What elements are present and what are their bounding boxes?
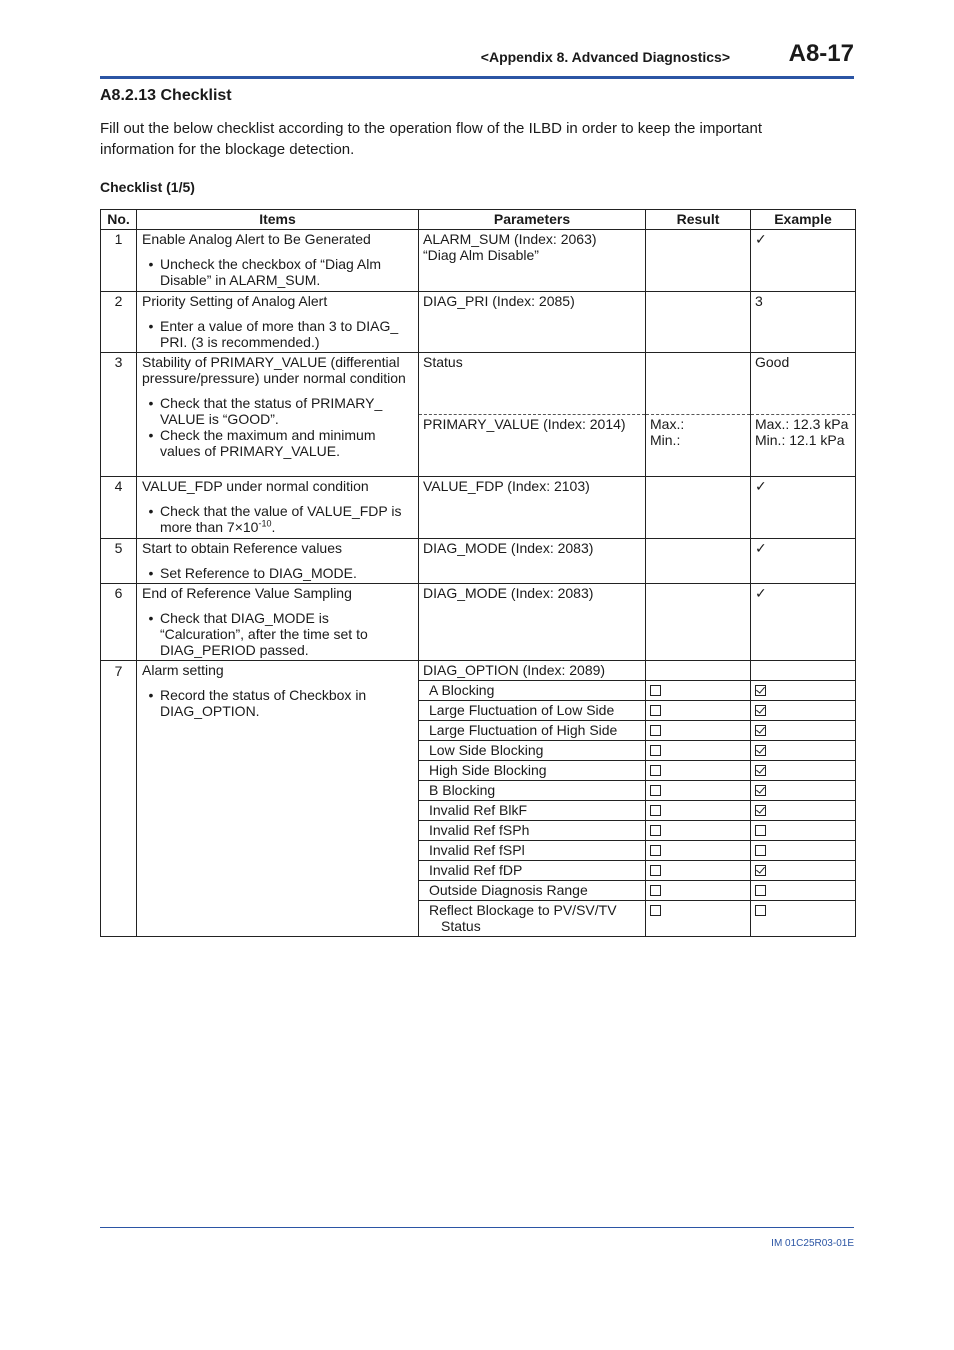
row-item [137,353,419,477]
row-number: 6 [101,584,137,661]
item-bullet: • Uncheck the checkbox of “Diag Alm Disable” in ALARM_SUM. [148,256,381,288]
page-header [100,40,854,79]
intro-paragraph: Fill out the below checklist according to the operation flow of the ILBD in order to keep the important information for the blockage detection. [100,120,763,158]
row-parameter: DIAG_MODE (Index: 2083) [419,584,646,661]
checked-checkbox-icon [755,745,766,756]
checklist-subtitle: Checklist (1/5) [100,179,195,195]
example-checkbox-cell [751,861,856,881]
checkbox-icon[interactable] [650,885,661,896]
example-checkbox-cell [751,761,856,781]
checkbox-icon[interactable] [650,905,661,916]
row-example: 3 [751,292,856,353]
checkbox-icon[interactable] [650,725,661,736]
option-label: Invalid Ref fSPl [419,841,646,861]
example-checkbox-cell [751,821,856,841]
checkbox-icon[interactable] [650,745,661,756]
item-title: VALUE_FDP under normal condition [142,478,369,494]
table-row [101,661,856,681]
result-checkbox-cell[interactable] [646,861,751,881]
example-checkbox-cell [751,801,856,821]
option-label: Outside Diagnosis Range [419,881,646,901]
option-label: A Blocking [419,681,646,701]
check-mark-icon: ✓ [755,586,767,602]
result-cell[interactable] [646,292,751,353]
row-number: 5 [101,539,137,584]
result-checkbox-cell[interactable] [646,801,751,821]
checked-checkbox-icon [755,765,766,776]
result-cell [646,661,751,681]
row-parameter: ALARM_SUM (Index: 2063) “Diag Alm Disable” [419,230,646,292]
result-checkbox-cell[interactable] [646,741,751,761]
checked-checkbox-icon [755,685,766,696]
item-bullet: • Check that the value of VALUE_FDP is more than $7\times 10^{-10}$. [148,503,402,535]
example-checkbox-cell [751,901,856,937]
row-item [137,584,419,661]
option-label: Invalid Ref fDP [419,861,646,881]
checked-checkbox-icon [755,705,766,716]
section-title: A8.2.13 Checklist [100,87,232,104]
row-example [751,477,856,539]
row-example [751,584,856,661]
row-number: 1 [101,230,137,292]
checkbox-icon[interactable] [650,825,661,836]
example-checkbox-cell [751,781,856,801]
example-checkbox-cell [751,841,856,861]
check-mark-icon: ✓ [755,232,767,248]
checkbox-icon[interactable] [650,805,661,816]
row-example [751,230,856,292]
table-row [101,353,856,415]
result-cell[interactable] [646,539,751,584]
row-example: Max.: 12.3 kPa Min.: 12.1 kPa [751,415,856,477]
document-code: IM 01C25R03-01E [771,1238,854,1249]
result-checkbox-cell[interactable] [646,881,751,901]
item-title: Enable Analog Alert to Be Generated [142,231,371,247]
checked-checkbox-icon [755,725,766,736]
checkbox-icon [755,825,766,836]
row-number: 2 [101,292,137,353]
result-checkbox-cell[interactable] [646,721,751,741]
row-parameter: Status [419,353,646,415]
result-checkbox-cell[interactable] [646,901,751,937]
table-row [101,539,856,584]
table-row [101,292,856,353]
row-parameter: VALUE_FDP (Index: 2103) [419,477,646,539]
chapter-title: <Appendix 8. Advanced Diagnostics> [480,49,730,65]
option-label: Large Fluctuation of Low Side [419,701,646,721]
item-bullet: • Check the maximum and minimum values of PRIMARY_VALUE. [148,427,376,459]
table-row [101,477,856,539]
row-parameter: DIAG_PRI (Index: 2085) [419,292,646,353]
result-checkbox-cell[interactable] [646,681,751,701]
page-number: A8-17 [788,40,854,67]
checkbox-icon [755,845,766,856]
check-mark-icon: ✓ [755,541,767,557]
example-checkbox-cell [751,741,856,761]
header-result: Result [646,210,751,230]
checkbox-icon[interactable] [650,845,661,856]
checkbox-icon[interactable] [650,685,661,696]
option-label: Invalid Ref fSPh [419,821,646,841]
table-header-row [101,210,856,230]
check-mark-icon: ✓ [755,479,767,495]
checkbox-icon[interactable] [650,765,661,776]
checked-checkbox-icon [755,805,766,816]
example-checkbox-cell [751,881,856,901]
row-number: 3 [101,353,137,477]
row-example [751,661,856,681]
table-row [101,230,856,292]
item-bullet: • Check that the status of PRIMARY_ VALUE is “GOOD”. [148,395,383,427]
result-cell[interactable] [646,353,751,415]
row-item [137,230,419,292]
row-example [751,539,856,584]
result-checkbox-cell[interactable] [646,841,751,861]
row-item [137,292,419,353]
header-parameters: Parameters [419,210,646,230]
result-cell[interactable] [646,230,751,292]
row-parameter: DIAG_OPTION (Index: 2089) [419,661,646,681]
item-title: End of Reference Value Sampling [142,585,352,601]
result-cell[interactable] [646,477,751,539]
example-checkbox-cell [751,681,856,701]
item-bullet: • Check that DIAG_MODE is “Calcuration”, after the time set to DIAG_PERIOD passed. [148,610,368,658]
table-row [101,584,856,661]
result-cell[interactable]: Max.: Min.: [646,415,751,477]
option-label: Reflect Blockage to PV/SV/TV Status [419,901,646,937]
header-no: No. [101,210,137,230]
row-parameter: PRIMARY_VALUE (Index: 2014) [419,415,646,477]
checkbox-icon [755,905,766,916]
row-item [137,477,419,539]
item-title: Priority Setting of Analog Alert [142,293,328,309]
row-example: Good [751,353,856,415]
row-number: 7 [101,661,137,937]
result-checkbox-cell[interactable] [646,821,751,841]
option-label: Low Side Blocking [419,741,646,761]
checkbox-icon[interactable] [650,705,661,716]
checked-checkbox-icon [755,785,766,796]
option-label: Large Fluctuation of High Side [419,721,646,741]
item-bullet: • Enter a value of more than 3 to DIAG_ PRI. (3 is recommended.) [148,318,399,350]
example-checkbox-cell [751,721,856,741]
item-title: Alarm setting [142,662,224,678]
item-bullet: • Set Reference to DIAG_MODE. [148,565,357,581]
item-bullet: • Record the status of Checkbox in DIAG_OPTION. [148,687,367,719]
result-checkbox-cell[interactable] [646,701,751,721]
result-cell[interactable] [646,584,751,661]
row-item [137,539,419,584]
row-number: 4 [101,477,137,539]
result-checkbox-cell[interactable] [646,761,751,781]
row-item [137,661,419,937]
item-title: Start to obtain Reference values [142,540,343,556]
header-example: Example [751,210,856,230]
footer-divider [100,1227,854,1228]
option-label: High Side Blocking [419,761,646,781]
row-parameter: DIAG_MODE (Index: 2083) [419,539,646,584]
checked-checkbox-icon [755,865,766,876]
checkbox-icon [755,885,766,896]
example-checkbox-cell [751,701,856,721]
item-title: Stability of PRIMARY_VALUE (differential pressure/pressure) under normal condition [142,354,406,386]
result-checkbox-cell[interactable] [646,781,751,801]
option-label: Invalid Ref BlkF [419,801,646,821]
checkbox-icon[interactable] [650,785,661,796]
checklist-table [100,209,856,937]
header-items: Items [137,210,419,230]
checkbox-icon[interactable] [650,865,661,876]
option-label: B Blocking [419,781,646,801]
